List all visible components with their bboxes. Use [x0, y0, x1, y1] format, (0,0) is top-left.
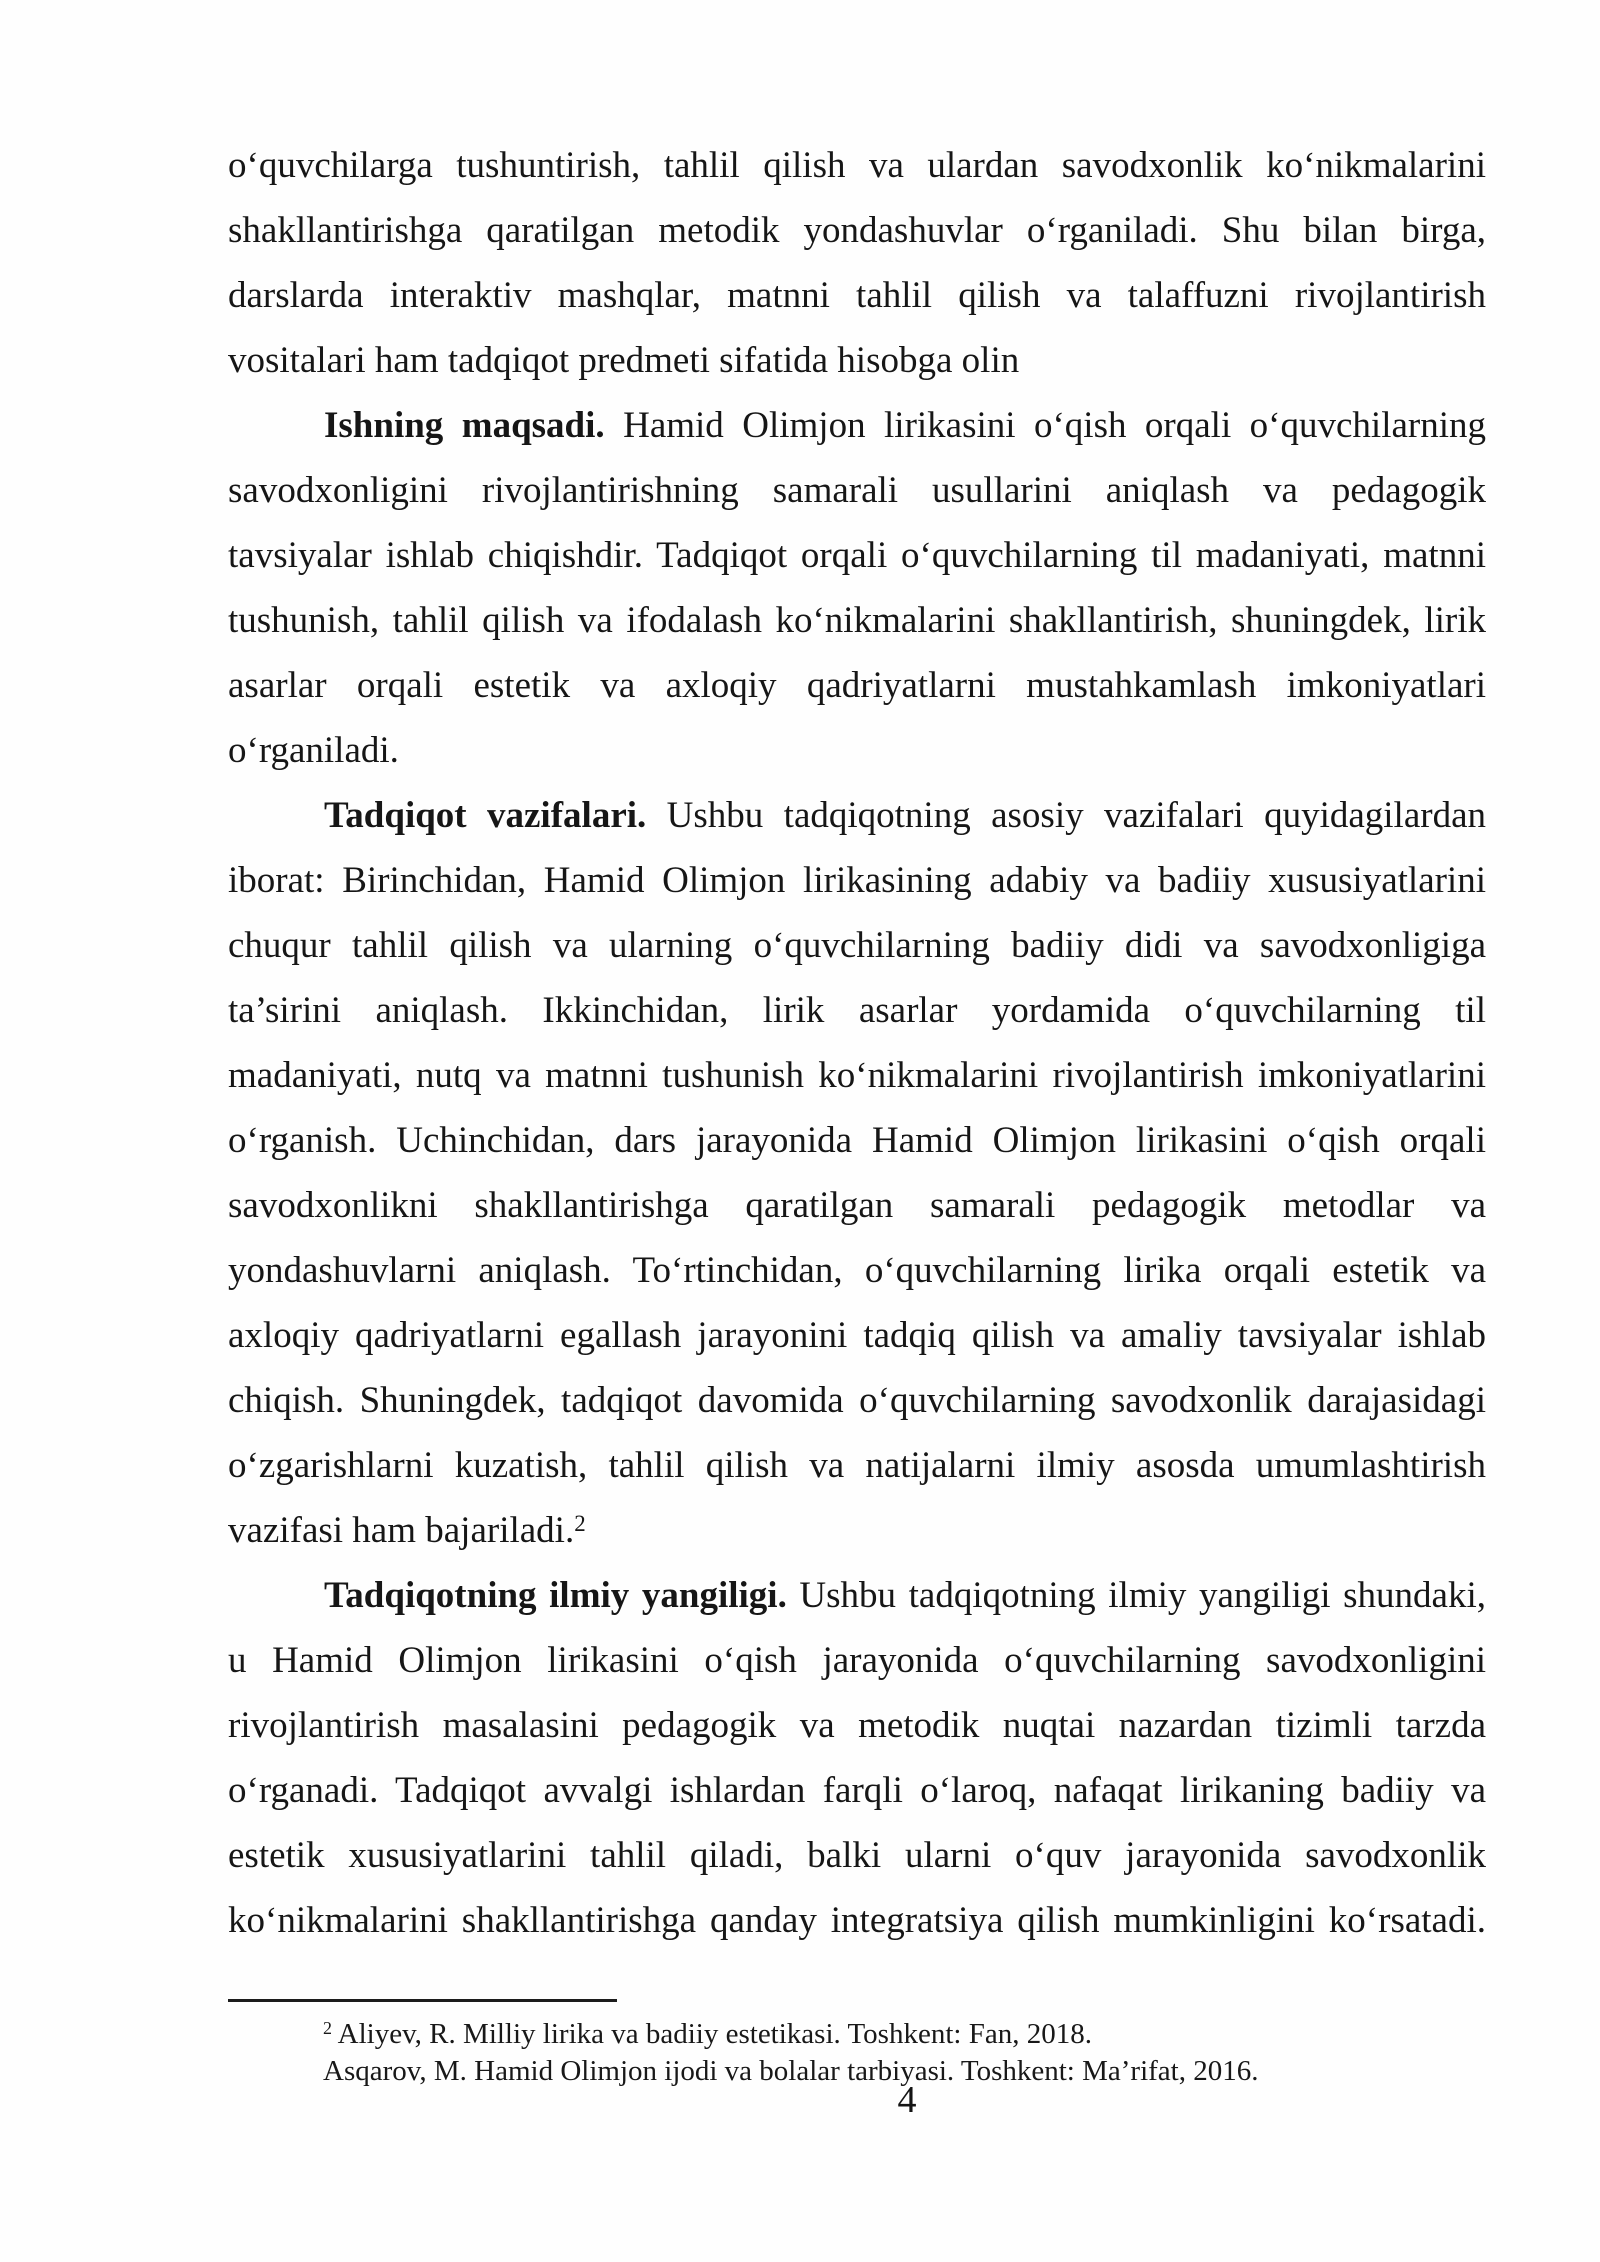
text-line	[228, 978, 1486, 1043]
footnote-line	[323, 2016, 1486, 2053]
body-text-segment: ta’sirini aniqlash. Ikkinchidan, lirik asarlar yordamida o‘quvchilarning til	[228, 990, 1486, 1031]
body-text-segment: Ushbu tadqiqotning ilmiy yangiligi shundaki,	[786, 1575, 1486, 1616]
text-line	[228, 588, 1486, 653]
body-text-segment: iborat: Birinchidan, Hamid Olimjon lirikasining adabiy va badiiy xususiyatlarini	[228, 860, 1486, 901]
text-line	[228, 1303, 1486, 1368]
text-line	[228, 1433, 1486, 1498]
text-line	[228, 1498, 1486, 1563]
text-line	[228, 1368, 1486, 1433]
bold-heading-text: Ishning maqsadi.	[324, 405, 605, 446]
text-line	[228, 848, 1486, 913]
page-number: 4	[897, 2079, 917, 2121]
body-text-segment: vositalari ham tadqiqot predmeti sifatida hisobga olin	[228, 340, 1020, 381]
body-text-segment: rivojlantirish masalasini pedagogik va metodik nuqtai nazardan tizimli tarzda	[228, 1705, 1486, 1746]
text-line	[228, 328, 1486, 393]
footnote-text: Aliyev, R. Milliy lirika va badiiy estetikasi. Toshkent: Fan, 2018.	[337, 2018, 1092, 2050]
body-text-segment: o‘rganiladi.	[228, 730, 399, 771]
body-text-segment: Hamid Olimjon lirikasini o‘qish orqali o‘quvchilarning	[604, 405, 1486, 446]
body-text-segment: yondashuvlarni aniqlash. To‘rtinchidan, o‘quvchilarning lirika orqali estetik va	[228, 1250, 1486, 1291]
text-line	[228, 198, 1486, 263]
body-text-segment: tavsiyalar ishlab chiqishdir. Tadqiqot orqali o‘quvchilarning til madaniyati, matnni	[228, 535, 1486, 576]
text-line	[228, 1823, 1486, 1888]
body-text-segment: o‘rganish. Uchinchidan, dars jarayonida Hamid Olimjon lirikasini o‘qish orqali	[228, 1120, 1486, 1161]
paragraph	[228, 1563, 1486, 1953]
paragraph	[228, 393, 1486, 783]
body-text-segment: shakllantirishga qaratilgan metodik yondashuvlar o‘rganiladi. Shu bilan birga,	[228, 210, 1486, 251]
text-line	[228, 1628, 1486, 1693]
body-text-segment: savodxonlikni shakllantirishga qaratilgan samarali pedagogik metodlar va	[228, 1185, 1486, 1226]
body-text-segment: axloqiy qadriyatlarni egallash jarayonini tadqiq qilish va amaliy tavsiyalar ishlab	[228, 1315, 1486, 1356]
footnote-separator	[228, 1999, 617, 2002]
superscript-marker: 2	[574, 1510, 586, 1536]
body-text-segment: o‘rganadi. Tadqiqot avvalgi ishlardan farqli o‘laroq, nafaqat lirikaning badiiy va	[228, 1770, 1486, 1811]
body-text-segment: estetik xususiyatlarini tahlil qiladi, balki ularni o‘quv jarayonida savodxonlik	[228, 1835, 1486, 1876]
text-line	[228, 1108, 1486, 1173]
footnote-text: Asqarov, M. Hamid Olimjon ijodi va bolalar tarbiyasi. Toshkent: Ma’rifat, 2016.	[323, 2055, 1259, 2087]
body-text-segment: tushunish, tahlil qilish va ifodalash ko‘nikmalarini shakllantirish, shuningdek, lirik	[228, 600, 1486, 641]
text-line	[228, 653, 1486, 718]
body-text-segment: u Hamid Olimjon lirikasini o‘qish jarayonida o‘quvchilarning savodxonligini	[228, 1640, 1486, 1681]
text-line	[228, 1758, 1486, 1823]
body-text-segment: savodxonligini rivojlantirishning samarali usullarini aniqlash va pedagogik	[228, 470, 1486, 511]
text-line	[228, 393, 1486, 458]
text-line	[228, 1173, 1486, 1238]
text-line	[228, 1043, 1486, 1108]
superscript-marker: 2	[323, 2018, 332, 2039]
body-text-segment: darslarda interaktiv mashqlar, matnni tahlil qilish va talaffuzni rivojlantirish	[228, 275, 1486, 316]
text-line	[228, 523, 1486, 588]
body-text-segment: ko‘nikmalarini shakllantirishga qanday integratsiya qilish mumkinligini ko‘rsatadi.	[228, 1900, 1486, 1941]
body-text-segment: madaniyati, nutq va matnni tushunish ko‘nikmalarini rivojlantirish imkoniyatlarini	[228, 1055, 1486, 1096]
text-line	[228, 263, 1486, 328]
text-line	[228, 1238, 1486, 1303]
body-text-segment: vazifasi ham bajariladi.	[228, 1510, 575, 1551]
document-body	[228, 133, 1486, 1953]
text-line	[228, 1563, 1486, 1628]
body-text-segment: Ushbu tadqiqotning asosiy vazifalari quyidagilardan	[646, 795, 1486, 836]
text-line	[228, 783, 1486, 848]
text-line	[228, 913, 1486, 978]
body-text-segment: chuqur tahlil qilish va ularning o‘quvchilarning badiiy didi va savodxonligiga	[228, 925, 1486, 966]
text-line	[228, 133, 1486, 198]
paragraph	[228, 133, 1486, 393]
text-line	[228, 1693, 1486, 1758]
text-line	[228, 458, 1486, 523]
body-text-segment: asarlar orqali estetik va axloqiy qadriyatlarni mustahkamlash imkoniyatlari	[228, 665, 1486, 706]
bold-heading-text: Tadqiqotning ilmiy yangiligi.	[324, 1575, 787, 1616]
body-text-segment: o‘quvchilarga tushuntirish, tahlil qilish va ulardan savodxonlik ko‘nikmalarini	[228, 145, 1486, 186]
body-text-segment: o‘zgarishlarni kuzatish, tahlil qilish va natijalarni ilmiy asosda umumlashtirish	[228, 1445, 1486, 1486]
text-line	[228, 1888, 1486, 1953]
body-text-segment: chiqish. Shuningdek, tadqiqot davomida o‘quvchilarning savodxonlik darajasidagi	[228, 1380, 1486, 1421]
text-line	[228, 718, 1486, 783]
bold-heading-text: Tadqiqot vazifalari.	[324, 795, 647, 836]
paragraph	[228, 783, 1486, 1563]
